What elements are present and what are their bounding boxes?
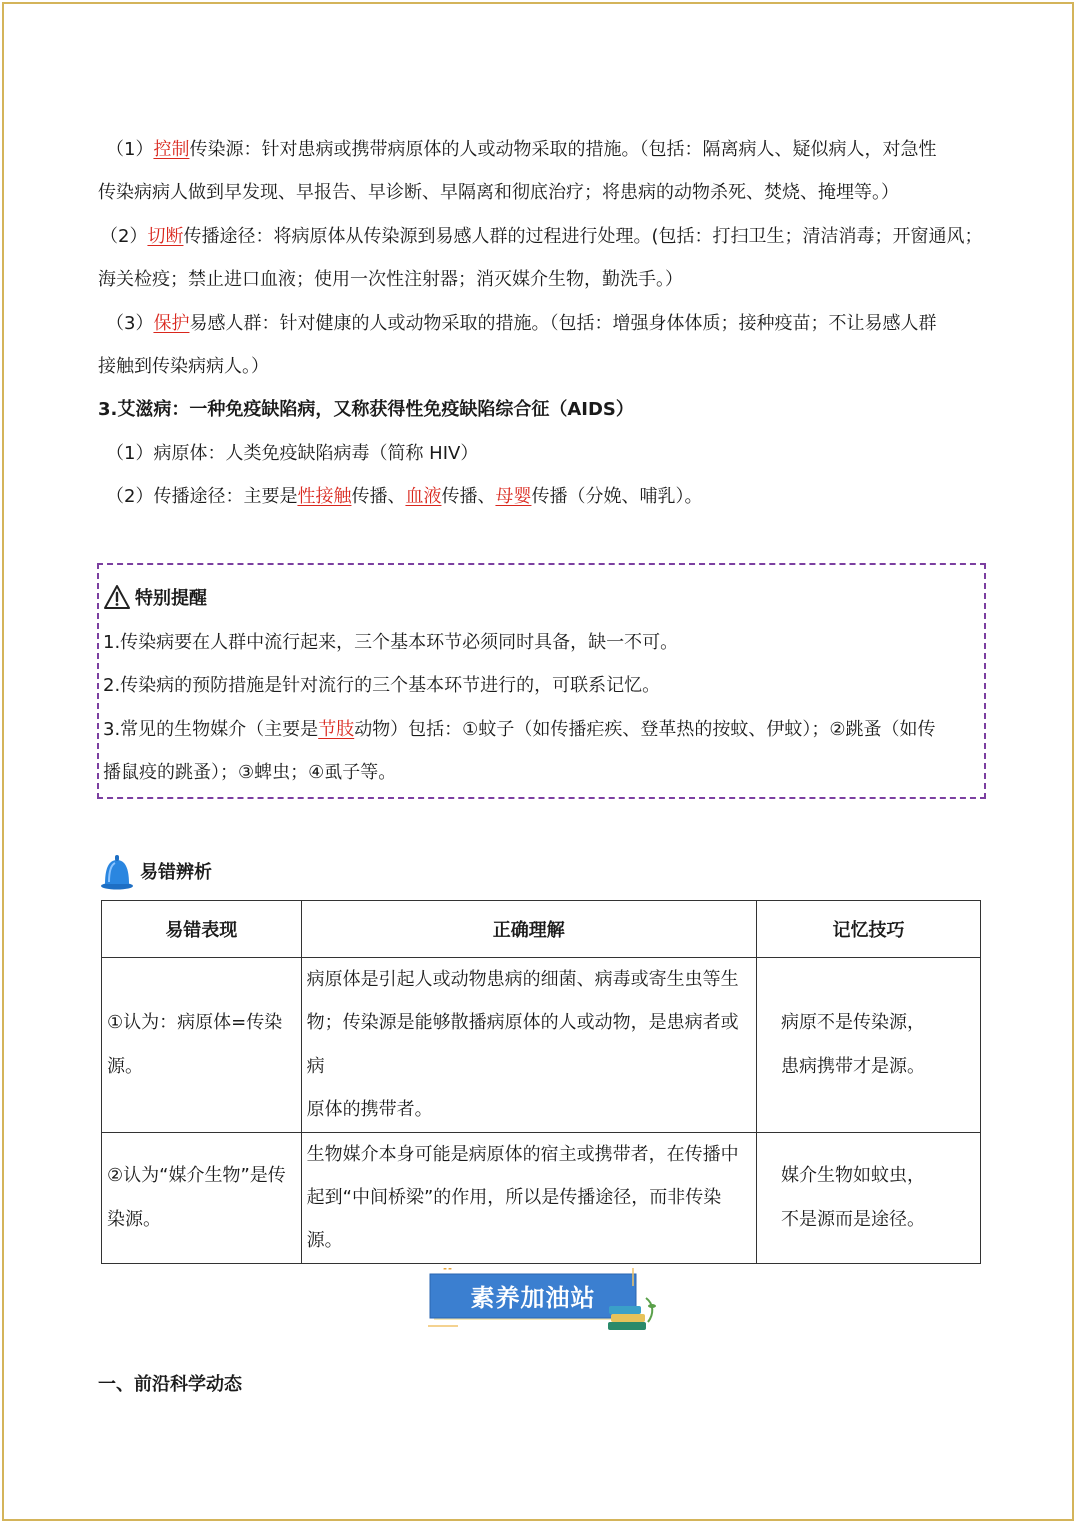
warning-icon bbox=[103, 584, 131, 610]
reminder-line-3 bbox=[103, 708, 980, 751]
item-text: （2）传播途径：主要是 bbox=[106, 486, 298, 508]
table-header: 易错表现 bbox=[102, 901, 302, 958]
cell-line: ②认为“媒介生物”是传 bbox=[107, 1165, 286, 1187]
literacy-banner bbox=[428, 1268, 660, 1342]
reminder-line-1: 1.传染病要在人群中流行起来，三个基本环节必须同时具备，缺一不可。 bbox=[103, 632, 679, 653]
prevention-item-2-cont: 海关检疫；禁止进口血液；使用一次性注射器；消灭媒介生物，勤洗手。） bbox=[98, 269, 683, 291]
keyword: 控制 bbox=[153, 139, 190, 160]
errors-title-text: 易错辨析 bbox=[140, 862, 212, 883]
cell-line: 患病携带才是源。 bbox=[780, 1055, 925, 1077]
prevention-item-3 bbox=[98, 302, 988, 345]
cell-line: 媒介生物如蚊虫， bbox=[780, 1165, 925, 1187]
cell-line: 原体的携带者。 bbox=[306, 1099, 433, 1121]
table-cell bbox=[756, 958, 980, 1133]
keyword: 母婴 bbox=[495, 486, 532, 508]
table-header: 正确理解 bbox=[301, 901, 756, 958]
prevention-section bbox=[98, 128, 988, 519]
item-text: 传播、 bbox=[351, 486, 406, 508]
cell-line: 病原不是传染源， bbox=[780, 1012, 925, 1034]
table-cell bbox=[301, 1132, 756, 1263]
table-header: 记忆技巧 bbox=[756, 901, 980, 958]
errors-section-title bbox=[100, 852, 212, 890]
cell-line: 生物媒介本身可能是病原体的宿主或携带者，在传播中 bbox=[306, 1143, 739, 1165]
cell-line: 起到“中间桥梁”的作用，所以是传播途径，而非传染源。 bbox=[306, 1187, 722, 1252]
reminder-title-text: 特别提醒 bbox=[135, 588, 207, 609]
item-prefix: （3） bbox=[106, 312, 154, 334]
table-row bbox=[102, 958, 981, 1133]
aids-heading: 3.艾滋病：一种免疫缺陷病，又称获得性免疫缺陷综合征（AIDS） bbox=[98, 399, 634, 421]
table-cell bbox=[756, 1132, 980, 1263]
prevention-item-3-cont: 接触到传染病病人。） bbox=[98, 356, 269, 378]
bell-icon bbox=[100, 852, 134, 890]
item-text: 传播、 bbox=[441, 486, 496, 508]
keyword: 节肢 bbox=[318, 718, 355, 740]
keyword: 性接触 bbox=[297, 486, 352, 508]
keyword: 血液 bbox=[405, 486, 442, 508]
errors-table bbox=[101, 900, 981, 1264]
item-prefix: （1） bbox=[106, 139, 154, 160]
cell-line: 源。 bbox=[107, 1055, 143, 1077]
item-prefix: （2） bbox=[100, 225, 148, 247]
keyword: 保护 bbox=[153, 312, 190, 334]
prevention-item-1-cont: 传染病病人做到早发现、早报告、早诊断、早隔离和彻底治疗；将患病的动物杀死、焚烧、掩埋等。） bbox=[98, 182, 899, 204]
banner-label: 素养加油站 bbox=[470, 1284, 596, 1312]
table-cell bbox=[301, 958, 756, 1133]
prevention-item-2 bbox=[98, 215, 988, 258]
aids-item-1: （1）病原体：人类免疫缺陷病毒（简称 HIV） bbox=[106, 442, 479, 464]
keyword: 切断 bbox=[147, 225, 184, 247]
section-heading: 一、前沿科学动态 bbox=[98, 1374, 242, 1395]
reminder-line-4: 播鼠疫的跳蚤）；③蜱虫；④虱子等。 bbox=[103, 762, 397, 784]
reminder-line-2: 2.传染病的预防措施是针对流行的三个基本环节进行的，可联系记忆。 bbox=[103, 675, 661, 697]
cell-line: 不是源而是途径。 bbox=[780, 1208, 925, 1230]
item-text: 传播途径：将病原体从传染源到易感人群的过程进行处理。(包括：打扫卫生；清洁消毒；开窗通风； bbox=[183, 225, 983, 247]
item-text: 传染源：针对患病或携带病原体的人或动物采取的措施。（包括：隔离病人、疑似病人，对急性 bbox=[189, 139, 937, 160]
table-cell bbox=[102, 958, 302, 1133]
cell-line: 物；传染源是能够散播病原体的人或动物，是患病者或病 bbox=[306, 1012, 739, 1077]
table-row bbox=[102, 1132, 981, 1263]
item-text: 传播（分娩、哺乳）。 bbox=[531, 486, 703, 508]
reminder-title bbox=[103, 579, 980, 615]
cell-line: ①认为：病原体=传染 bbox=[107, 1012, 283, 1034]
table-header-row bbox=[102, 901, 981, 958]
reminder-text: 3.常见的生物媒介（主要是 bbox=[103, 718, 319, 740]
cell-line: 病原体是引起人或动物患病的细菌、病毒或寄生虫等生 bbox=[306, 969, 739, 990]
reminder-text: 动物）包括：①蚊子（如传播疟疾、登革热的按蚊、伊蚊）；②跳蚤（如传 bbox=[354, 718, 936, 740]
table-cell bbox=[102, 1132, 302, 1263]
special-reminder-box bbox=[97, 563, 986, 799]
prevention-item-1 bbox=[98, 128, 988, 171]
item-text: 易感人群：针对健康的人或动物采取的措施。（包括：增强身体体质；接种疫苗；不让易感人群 bbox=[189, 312, 937, 334]
quote-mark: “ bbox=[442, 1268, 455, 1286]
cell-line: 染源。 bbox=[107, 1208, 161, 1230]
aids-item-2 bbox=[98, 475, 988, 518]
